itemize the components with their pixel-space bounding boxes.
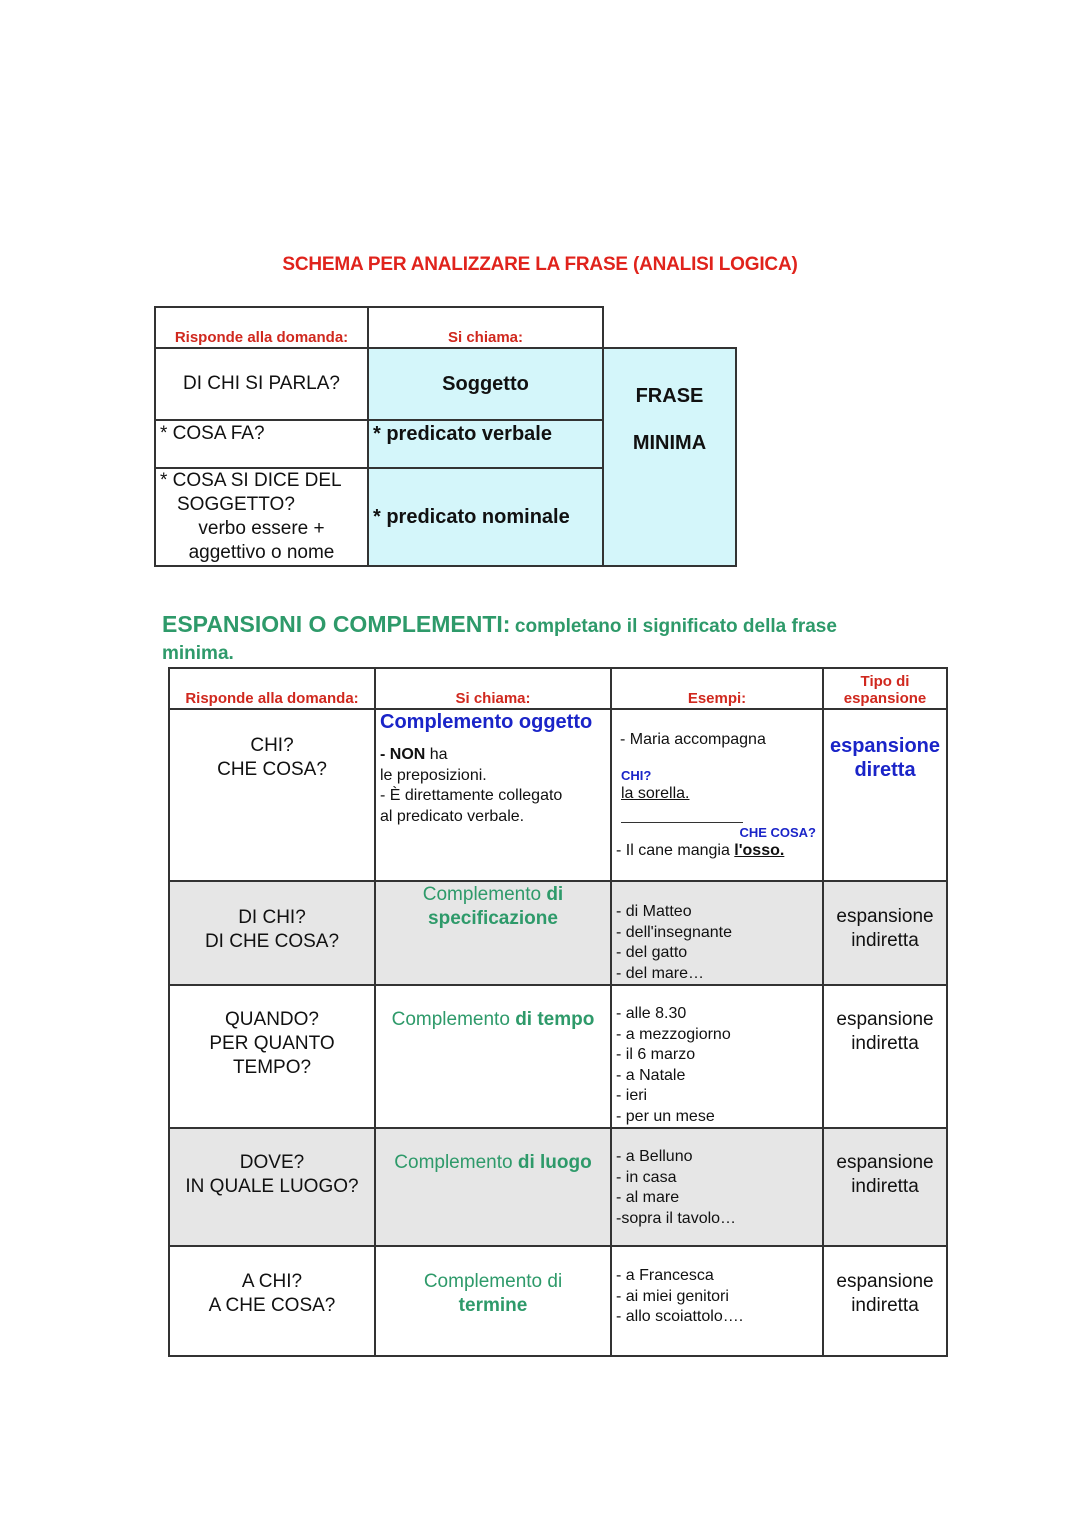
row-predicato-nominale-question: * COSA SI DICE DEL SOGGETTO? verbo essere + aggettivo o nome: [155, 468, 368, 566]
table-row: [169, 881, 947, 985]
tempo-name: Complemento di tempo: [375, 985, 611, 1128]
divider: [621, 822, 743, 823]
frase-minima-table: [154, 306, 737, 567]
row-predicato-nominale-name: * predicato nominale: [368, 468, 603, 566]
header-esempi: Esempi:: [611, 668, 823, 709]
luogo-name: Complemento di luogo: [375, 1128, 611, 1246]
table-row: [169, 1128, 947, 1246]
header-si-chiama: Si chiama:: [368, 307, 603, 348]
luogo-tipo: espansione indiretta: [823, 1128, 947, 1246]
row-soggetto-question: DI CHI SI PARLA?: [155, 348, 368, 420]
page-title: SCHEMA PER ANALIZZARE LA FRASE (ANALISI LOGICA): [282, 254, 798, 275]
table-row: [169, 709, 947, 881]
termine-question: A CHI? A CHE COSA?: [169, 1246, 375, 1356]
luogo-examples: - a Belluno - in casa - al mare -sopra il tavolo…: [611, 1128, 823, 1246]
espansioni-heading: ESPANSIONI O COMPLEMENTI: completano il significato della frase minima.: [162, 611, 837, 664]
complementi-table: [168, 667, 948, 1357]
oggetto-question: CHI? CHE COSA?: [169, 709, 375, 881]
tempo-tipo: espansione indiretta: [823, 985, 947, 1128]
row-predicato-verbale-question: * COSA FA?: [155, 420, 368, 468]
table-row: [169, 1246, 947, 1356]
specificazione-question: DI CHI? DI CHE COSA?: [169, 881, 375, 985]
row-soggetto-name: Soggetto: [368, 348, 603, 420]
termine-name: Complemento di termine: [375, 1246, 611, 1356]
header-risponde: Risponde alla domanda:: [155, 307, 368, 348]
row-predicato-verbale-name: * predicato verbale: [368, 420, 603, 468]
frase-minima-box: FRASE MINIMA: [603, 348, 736, 566]
tempo-question: QUANDO? PER QUANTO TEMPO?: [169, 985, 375, 1128]
specificazione-name: Complemento di specificazione: [375, 881, 611, 985]
oggetto-name: Complemento oggetto - NON ha le preposizioni. - È direttamente collegato al predicato verbale.: [375, 709, 611, 881]
tempo-examples: - alle 8.30 - a mezzogiorno - il 6 marzo - a Natale - ieri - per un mese: [611, 985, 823, 1128]
oggetto-examples: - Maria accompagna CHI? la sorella. CHE COSA? - Il cane mangia l'osso.: [611, 709, 823, 881]
termine-tipo: espansione indiretta: [823, 1246, 947, 1356]
oggetto-tipo: espansione diretta: [823, 709, 947, 881]
luogo-question: DOVE? IN QUALE LUOGO?: [169, 1128, 375, 1246]
header-si-chiama: Si chiama:: [375, 668, 611, 709]
header-risponde: Risponde alla domanda:: [169, 668, 375, 709]
header-tipo-espansione: Tipo di espansione: [823, 668, 947, 709]
table-row: [169, 985, 947, 1128]
specificazione-tipo: espansione indiretta: [823, 881, 947, 985]
specificazione-examples: - di Matteo - dell'insegnante - del gatto - del mare…: [611, 881, 823, 985]
termine-examples: - a Francesca - ai miei genitori - allo scoiattolo….: [611, 1246, 823, 1356]
